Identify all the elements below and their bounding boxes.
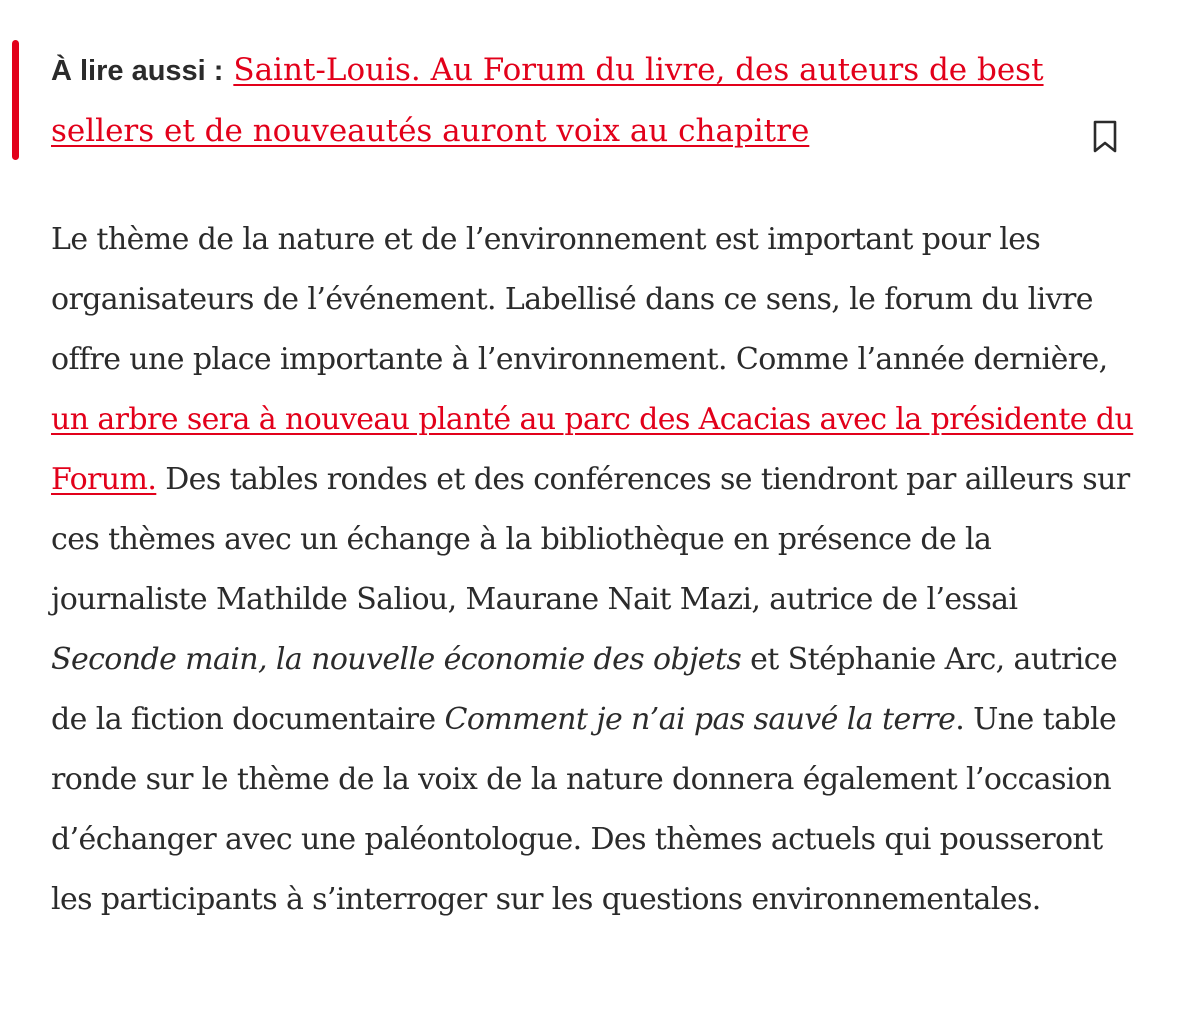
read-also-box: [12, 40, 1122, 160]
tree-planting-link[interactable]: un arbre sera à nouveau planté au parc des Acacias avec la présidente du Forum.: [51, 402, 1134, 497]
book-title-seconde-main: Seconde main, la nouvelle économie des objets: [51, 642, 742, 677]
paragraph-text-2: Des tables rondes et des conférences se tiendront par ailleurs sur ces thèmes avec un échange à la bibliothèque en présence de la journaliste Mathilde Saliou, Maurane Nait Mazi, autrice de l’essai: [51, 462, 1130, 617]
paragraph-text-3: et Stéphanie Arc, autrice de la fiction documentaire: [51, 642, 1118, 737]
book-title-comment-je: Comment je n’ai pas sauvé la terre: [444, 702, 956, 737]
read-also-text: [51, 40, 1071, 161]
article-paragraph: [51, 210, 1136, 930]
read-also-accent-bar: [12, 40, 19, 160]
paragraph-text-4: . Une table ronde sur le thème de la voix de la nature donnera également l’occasion d’échanger avec une paléontologue. Des thèmes actuels qui pousseront les participants à s’interroger sur les questions environnementales.: [51, 702, 1117, 917]
paragraph-text-1: Le thème de la nature et de l’environnement est important pour les organisateurs de l’événement. Labellisé dans ce sens, le forum du livre offre une place importante à l’environnement. Comme l’année dernière,: [51, 222, 1108, 377]
read-also-label: À lire aussi :: [51, 55, 224, 87]
read-also-link[interactable]: Saint-Louis. Au Forum du livre, des auteurs de best sellers et de nouveautés auront voix au chapitre: [51, 52, 1044, 149]
bookmark-icon[interactable]: [1092, 120, 1118, 154]
